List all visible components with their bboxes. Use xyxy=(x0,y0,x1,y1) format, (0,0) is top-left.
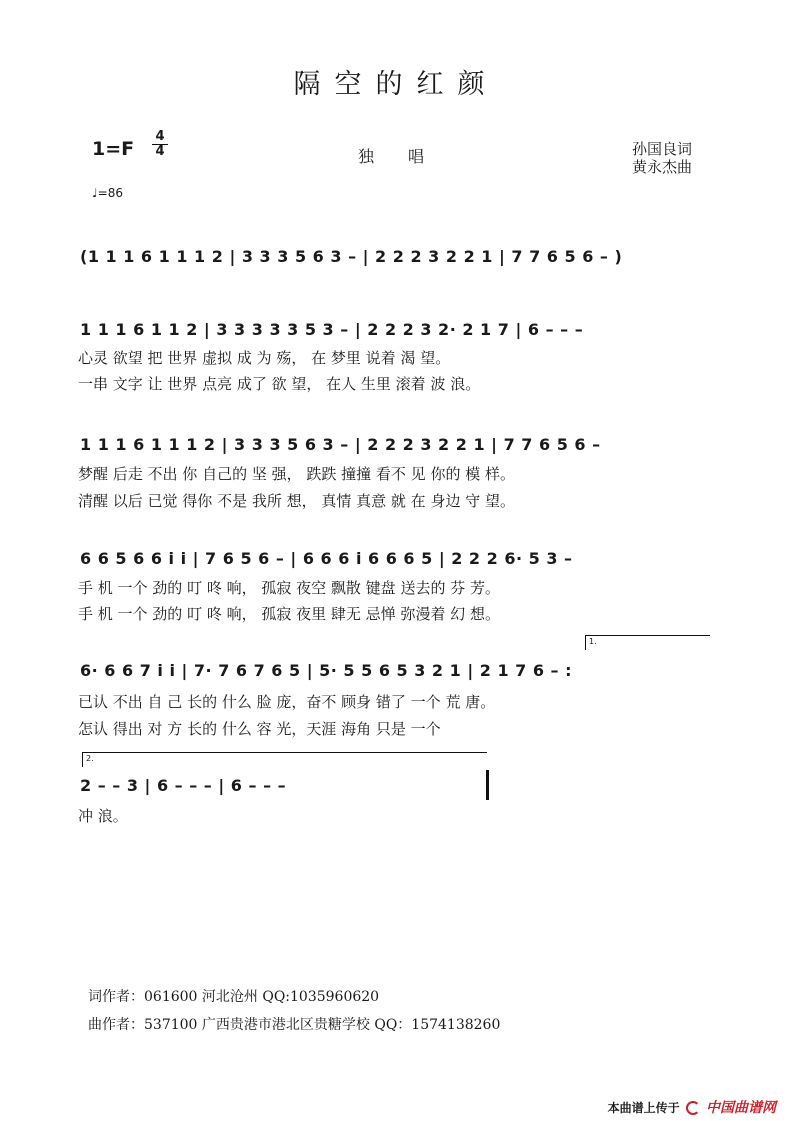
notation-line-3: 1 1 1 6 1 1 1 2 | 3 3 3 5 6 3 – | 2 2 2 3 2 2 1 | 7 7 6 5 6 – xyxy=(80,435,601,454)
lyrics-line-3-verse-2: 清醒 以后 已觉 得你 不是 我所 想， 真情 真意 就 在 身边 守 望。 xyxy=(78,492,515,510)
notation-line-1: (1 1 1 6 1 1 1 2 | 3 3 3 5 6 3 – | 2 2 2 3 2 2 1 | 7 7 6 5 6 – ) xyxy=(80,247,623,266)
upload-source xyxy=(608,1097,776,1117)
notation-line-2: 1 1 1 6 1 1 2 | 3 3 3 3 3 5 3 – | 2 2 2 3 2· 2 1 7 | 6 – – – xyxy=(80,320,584,339)
lyrics-line-6: 冲 浪。 xyxy=(78,807,128,825)
final-barline xyxy=(486,770,489,800)
volta-bracket-2 xyxy=(82,752,487,767)
lyrics-line-3-verse-1: 梦醒 后走 不出 你 自己的 坚 强， 跌跌 撞撞 看不 见 你的 模 样。 xyxy=(78,465,515,483)
meter-bottom: 4 xyxy=(155,144,165,159)
tempo-marking: ♩=86 xyxy=(92,186,123,200)
song-title: 隔空的红颜 xyxy=(293,69,499,100)
volta-number-2: 2. xyxy=(86,754,94,763)
notation-line-6: 2 – – 3 | 6 – – – | 6 – – – xyxy=(80,776,287,795)
site-name: 中国曲谱网 xyxy=(706,1100,776,1116)
lyrics-line-4-verse-1: 手 机 一个 劲的 叮 咚 响， 孤寂 夜空 飘散 键盘 送去的 芬 芳。 xyxy=(78,579,500,597)
notation-line-4: 6 6 5 6 6 i i | 7 6 5 6 – | 6 6 6 i 6 6 6 5 | 2 2 2 6· 5 3 – xyxy=(80,549,573,568)
volta-bracket-1 xyxy=(585,635,710,650)
lyrics-line-2-verse-1: 心灵 欲望 把 世界 虚拟 成 为 殇， 在 梦里 说着 渴 望。 xyxy=(78,349,451,367)
performance-type: 独唱 xyxy=(358,147,459,166)
lyrics-line-5-verse-2: 怎认 得出 对 方 长的 什么 容 光，天涯 海角 只是 一个 xyxy=(78,720,441,738)
lyrics-line-4-verse-2: 手 机 一个 劲的 叮 咚 响， 孤寂 夜里 肆无 忌惮 弥漫着 幻 想。 xyxy=(78,605,500,623)
upload-label: 本曲谱上传于 xyxy=(607,1101,680,1115)
meter-top: 4 xyxy=(155,129,165,144)
composer-contact: 曲作者：537100 广西贵港市港北区贵糖学校 QQ：1574138260 xyxy=(88,1017,501,1033)
composer-credit: 黄永杰曲 xyxy=(632,158,693,176)
lyricist-credit: 孙国良词 xyxy=(632,140,693,158)
key-signature: 1=F xyxy=(92,138,135,160)
volta-number-1: 1. xyxy=(589,637,597,646)
notation-line-5: 6· 6 6 7 i i | 7· 7 6 7 6 5 | 5· 5 5 6 5 3 2 1 | 2 1 7 6 – : xyxy=(80,661,573,680)
lyrics-line-2-verse-2: 一串 文字 让 世界 点亮 成了 欲 望， 在人 生里 滚着 波 浪。 xyxy=(78,375,481,393)
site-logo-icon xyxy=(686,1101,700,1115)
lyricist-contact: 词作者：061600 河北沧州 QQ:1035960620 xyxy=(88,989,380,1005)
lyrics-line-5-verse-1: 已认 不出 自 己 长的 什么 脸 庞，奋不 顾身 错了 一个 荒 唐。 xyxy=(78,693,496,711)
time-signature xyxy=(150,130,170,159)
